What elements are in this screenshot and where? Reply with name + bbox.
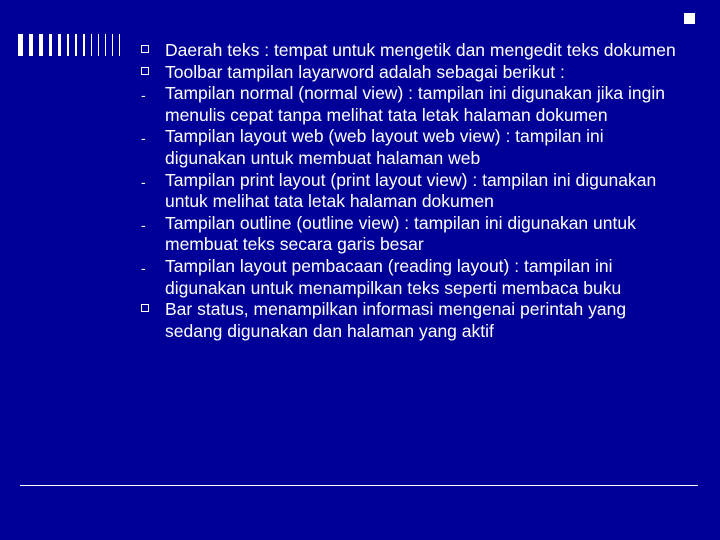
list-item — [140, 62, 685, 84]
list-item-text: Bar status, menampilkan informasi mengenai perintah yang sedang digunakan dan halaman yang aktif — [165, 299, 627, 341]
corner-square-decoration — [684, 13, 695, 24]
list-item-text: Daerah teks : tempat untuk mengetik dan mengedit teks dokumen — [165, 40, 676, 60]
dash-bullet: - — [141, 216, 146, 233]
dash-bullet: - — [141, 259, 146, 276]
list-item — [140, 40, 685, 62]
list-item — [140, 126, 685, 169]
list-item-text: Tampilan print layout (print layout view) : tampilan ini digunakan untuk melihat tata letak halaman dokumen — [165, 169, 657, 212]
list-item — [140, 299, 685, 342]
list-item-text: Toolbar tampilan layarword adalah sebagai berikut : — [165, 61, 565, 82]
list-item — [140, 213, 685, 256]
list-item — [140, 256, 685, 299]
dash-bullet: - — [141, 173, 146, 190]
list-item — [140, 170, 685, 213]
square-bullet-icon — [141, 67, 149, 75]
list-item — [140, 83, 685, 126]
dash-bullet: - — [141, 87, 146, 104]
dash-bullet: - — [141, 130, 146, 147]
list-item-text: Tampilan layout pembacaan (reading layout) : tampilan ini digunakan untuk menampilkan teks seperti membaca buku — [165, 255, 622, 298]
bullet-list — [140, 40, 685, 342]
square-bullet-icon — [141, 45, 149, 53]
list-item-text: Tampilan outline (outline view) : tampilan ini digunakan untuk membuat teks secara garis besar — [165, 212, 636, 255]
list-item-text: Tampilan layout web (web layout web view) : tampilan ini digunakan untuk membuat halaman web — [165, 126, 604, 168]
square-bullet-icon — [141, 304, 149, 312]
list-item-text: Tampilan normal (normal view) : tampilan ini digunakan jika ingin menulis cepat tanpa melihat tata letak halaman dokumen — [165, 83, 665, 125]
divider-line — [20, 485, 698, 486]
